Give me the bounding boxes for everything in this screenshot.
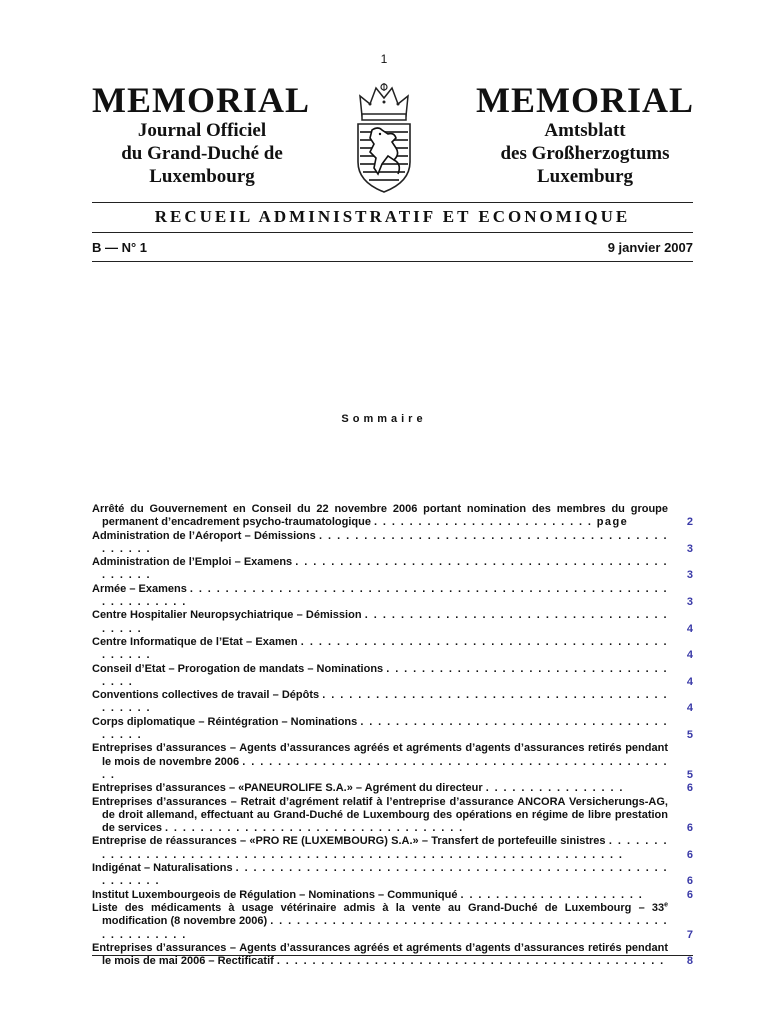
toc-entry-page[interactable]: 5 (686, 729, 693, 742)
toc-entry-text: Entreprises d’assurances – «PANEUROLIFE S.A.» – Agrément du directeur (92, 782, 483, 795)
toc-entry-title (92, 902, 668, 942)
toc-entry-leader: . . . . . . . . . . . . . . . . (485, 782, 624, 795)
toc-entry-page[interactable]: 5 (686, 768, 693, 781)
toc-entry-title (92, 530, 668, 557)
toc-entry-title (92, 862, 668, 889)
masthead-subtitle-right (465, 119, 705, 188)
toc-entry-page[interactable]: 6 (686, 875, 693, 888)
toc-entry-leader: . . . . . . . . . . . . . . . . . . . . . . . . . . . . . . . . . . . . . . . . . . . . . . . . (102, 556, 668, 582)
toc-entry-leader: . . . . . . . . . . . . . . . . . . . . . . . . . . . . . . . . . . . . . . . . . . . . . (102, 689, 668, 715)
toc-entry[interactable] (92, 835, 693, 862)
toc-entry-title (92, 556, 668, 583)
toc-entry[interactable] (92, 503, 693, 530)
table-of-contents (92, 503, 693, 968)
toc-entry[interactable] (92, 530, 693, 557)
toc-entry-text: Entreprises d’assurances – Retrait d’agrément relatif à l’entreprise d’assurance ANCORA Versicherungs-AG, de droit allemand, effectuant au Grand-Duché de Luxembourg des opérations en régime de libre prestation de services (92, 795, 668, 835)
coat-of-arms-icon (348, 82, 420, 194)
masthead-left-line3: Luxembourg (149, 166, 255, 187)
toc-entry[interactable] (92, 889, 693, 902)
toc-entry[interactable] (92, 796, 693, 836)
toc-entry-title (92, 716, 668, 743)
toc-entry[interactable] (92, 862, 693, 889)
toc-entry-page[interactable]: 2 (686, 516, 693, 529)
toc-entry-leader: . . . . . . . . . . . . . . . . . . . . . . . . . . . . . . . . . . (165, 822, 464, 835)
masthead-rule-bottom (92, 261, 693, 262)
toc-entry-page[interactable]: 6 (686, 888, 693, 901)
toc-entry-title (92, 782, 668, 795)
toc-entry[interactable] (92, 902, 693, 942)
toc-entry-leader: . . . . . . . . . . . . . . . . . . . . . . . . . . . . . . . . . . . . (102, 662, 668, 688)
toc-entry-text: Administration de l’Aéroport – Démissions (92, 529, 316, 542)
toc-entry-title (92, 796, 668, 836)
toc-entry-page[interactable]: 3 (686, 569, 693, 582)
toc-entry-page[interactable]: 4 (686, 649, 693, 662)
masthead-left-line1: Journal Officiel (137, 120, 267, 141)
toc-entry-leader: . . . . . . . . . . . . . . . . . . . . . . . . . . . . . . . . . . . . . . . . . . . . . . . . . . . . . . . . . . . . . . . . (102, 582, 669, 609)
toc-entry-title (92, 583, 668, 610)
toc-entry-text: Corps diplomatique – Réintégration – Nominations (92, 715, 358, 728)
footer-rule (92, 955, 693, 956)
toc-entry[interactable] (92, 689, 693, 716)
toc-entry-title (92, 742, 668, 782)
issue-date: 9 janvier 2007 (607, 240, 693, 255)
toc-entry-text: Conseil d’Etat – Prorogation de mandats – Nominations (92, 662, 384, 675)
sommaire-heading: Sommaire (341, 413, 427, 425)
toc-entry-leader: . . . . . . . . . . . . . . . . . . . . . . . . . . . . . . . . . . . . . . . . . . . . . . . . . . . . . . . (102, 915, 668, 941)
toc-entry-page[interactable]: 8 (686, 955, 693, 968)
toc-entry-leader: . . . . . . . . . . . . . . . . . . . . . . . . . . . . . . . . . . . . . . . . . . . . . . . . . . (102, 755, 668, 781)
masthead-subtitle-left (92, 119, 312, 188)
masthead-right-line2: des Großherzogtums (500, 143, 670, 164)
toc-entry[interactable] (92, 663, 693, 690)
toc-entry[interactable] (92, 556, 693, 583)
toc-entry-page[interactable]: 6 (686, 782, 693, 795)
toc-entry-title (92, 889, 668, 902)
toc-entry[interactable] (92, 716, 693, 743)
toc-entry-text: Centre Informatique de l’Etat – Examen (92, 635, 298, 648)
toc-entry-title (92, 636, 668, 663)
masthead-title-right: MEMORIAL (476, 80, 694, 120)
toc-entry-text: Conventions collectives de travail – Dépôts (92, 689, 320, 702)
toc-entry-text: Armée – Examens (92, 582, 187, 595)
issue-number: B — N° 1 (92, 240, 148, 255)
masthead-rule-top (92, 202, 693, 203)
masthead-left-line2: du Grand-Duché de (121, 143, 283, 164)
toc-entry-page[interactable]: 6 (686, 848, 693, 861)
toc-entry-leader: . . . . . . . . . . . . . . . . . . . . . . . . . . . . . . . . . . . . . . . . . . . . (276, 955, 665, 968)
toc-entry-leader: . . . . . . . . . . . . . . . . . . . . . . . . . . . . . . . . . . . . . . . . . . . . . (102, 529, 668, 555)
toc-entry-text: Centre Hospitalier Neuropsychiatrique – Démission (92, 609, 362, 622)
toc-entry[interactable] (92, 609, 693, 636)
toc-entry-page[interactable]: 3 (686, 542, 693, 555)
toc-entry[interactable] (92, 583, 693, 610)
toc-entry-page[interactable]: 4 (686, 675, 693, 688)
toc-entry-text: Indigénat – Naturalisations (92, 862, 233, 875)
toc-entry-title (92, 835, 668, 862)
masthead-right-line1: Amtsblatt (544, 120, 626, 141)
toc-entry[interactable] (92, 782, 693, 795)
toc-entry-page[interactable]: 6 (686, 822, 693, 835)
page-number: 1 (380, 52, 388, 66)
toc-entry-title (92, 663, 668, 690)
masthead-rule-middle (92, 232, 693, 233)
toc-entry-title (92, 689, 668, 716)
toc-entry-leader: . . . . . . . . . . . . . . . . . . . . . . . . . . . . . . . . . . . . . . . . . . . . . . . . . . . . . . . . (102, 862, 668, 888)
masthead-title-left: MEMORIAL (92, 80, 310, 120)
recueil-heading: RECUEIL ADMINISTRATIF ET ECONOMIQUE (154, 207, 631, 226)
toc-entry-page[interactable]: 3 (686, 596, 693, 609)
toc-entry-text: Liste des médicaments à usage vétérinaire admis à la vente au Grand-Duché de Luxembourg – 33e modification (8 novembre 2006) (92, 901, 668, 928)
toc-entry-text: Institut Luxembourgeois de Régulation – Nominations – Communiqué (92, 888, 458, 901)
toc-entry[interactable] (92, 742, 693, 782)
toc-entry-text: Entreprises d’assurances – Agents d’assurances agréés et agréments d’agents d’assurances retirés pendant le mois de novembre 2006 (92, 742, 668, 768)
toc-entry-title (92, 609, 668, 636)
toc-entry-leader: . . . . . . . . . . . . . . . . . . . . . . . . . . . . . . . . . . . . . . . . . . . . . . . . . . . . . . . . . . . . . . . . . . (102, 835, 668, 861)
toc-entry[interactable] (92, 636, 693, 663)
toc-entry-text: Arrêté du Gouvernement en Conseil du 22 novembre 2006 portant nomination des membres du groupe permanent d’encadrement psycho-traumatologique (92, 503, 668, 529)
toc-entry-page[interactable]: 4 (686, 622, 693, 635)
toc-entry-title (92, 503, 668, 530)
toc-entry-page[interactable]: 4 (686, 702, 693, 715)
toc-entry-text: Administration de l’Emploi – Examens (92, 556, 293, 569)
toc-entry-leader: . . . . . . . . . . . . . . . . . . . . . . . . . . . . . . . . . . . . . . . . . . . . . . . (102, 635, 668, 662)
toc-entry-leader: . . . . . . . . . . . . . . . . . . . . . . . . . page (374, 516, 629, 529)
toc-entry-leader: . . . . . . . . . . . . . . . . . . . . . . . . . . . . . . . . . . . . . . . . (102, 715, 668, 742)
masthead-right-line3: Luxemburg (536, 166, 634, 187)
toc-entry-leader: . . . . . . . . . . . . . . . . . . . . . (460, 888, 644, 901)
toc-entry-text: Entreprise de réassurances – «PRO RE (LUXEMBOURG) S.A.» – Transfert de portefeuille sinistres (92, 835, 606, 848)
toc-entry-text: Entreprises d’assurances – Agents d’assurances agréés et agréments d’agents d’assurances retirés pendant le mois de mai 2006 – Rectificatif (92, 941, 668, 968)
toc-entry-page[interactable]: 7 (686, 928, 693, 941)
toc-entry-leader: . . . . . . . . . . . . . . . . . . . . . . . . . . . . . . . . . . . . . . . (102, 609, 669, 635)
